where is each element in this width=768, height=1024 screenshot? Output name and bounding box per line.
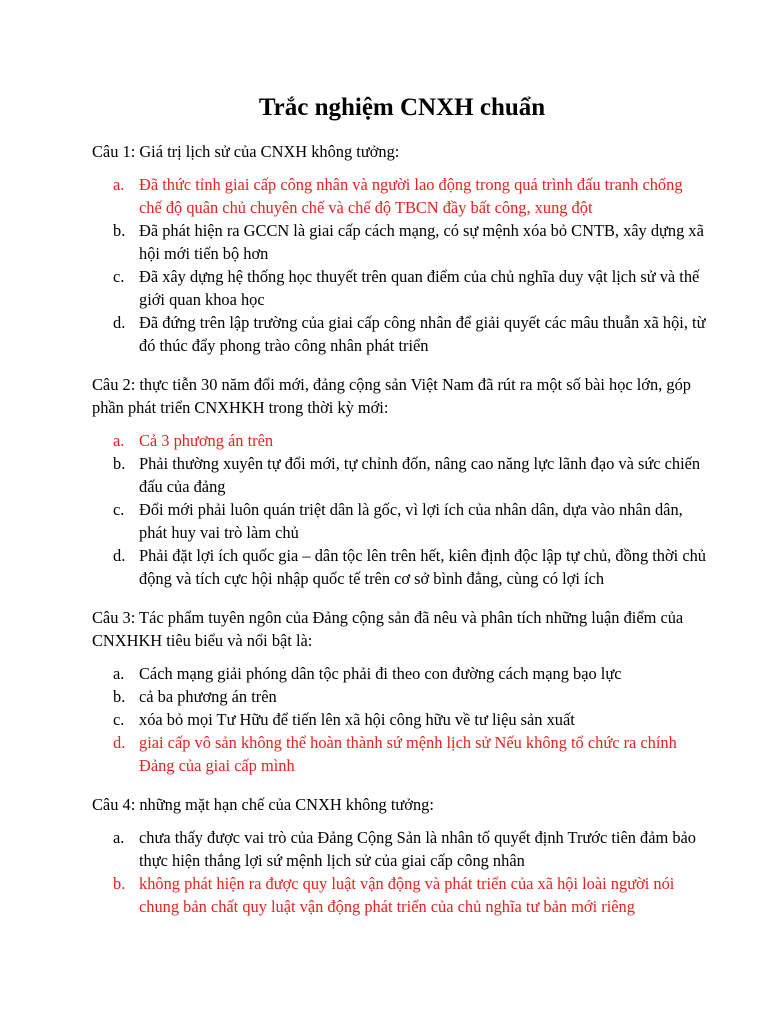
answer-option [92,452,708,498]
option-letter: b. [113,687,126,706]
answer-option-correct [92,429,708,452]
option-letter: a. [113,664,125,683]
question-4 [92,793,708,918]
option-text: Đã thức tỉnh giai cấp công nhân và người lao động trong quá trình đấu tranh chống chế độ quân chủ chuyên chế và chế độ TBCN đầy bất công, xung đột [139,175,683,217]
question-list [92,140,708,918]
option-text: cả ba phương án trên [139,687,277,706]
option-text: Đã xây dựng hệ thống học thuyết trên quan điểm của chủ nghĩa duy vật lịch sử và thế giới quan khoa học [139,267,700,309]
question-text: Câu 3: Tác phẩm tuyên ngôn của Đảng cộng sản đã nêu và phân tích những luận điểm của CNXHKH tiêu biểu và nổi bật là: [92,608,684,650]
answer-option [92,662,708,685]
option-text: chưa thấy được vai trò của Đảng Cộng Sản là nhân tố quyết định Trước tiên đảm bảo thực hiện thắng lợi sứ mệnh lịch sử của giai cấp công nhân [139,828,696,870]
answer-options [92,826,708,918]
answer-options [92,662,708,777]
answer-option [92,498,708,544]
option-text: không phát hiện ra được quy luật vận động và phát triển của xã hội loài người nói chung bản chất quy luật vận động phát triển của chủ nghĩa tư bản mới riêng [139,874,675,916]
option-letter: c. [113,500,125,519]
option-text: xóa bỏ mọi Tư Hữu để tiến lên xã hội công hữu về tư liệu sản xuất [139,710,575,729]
answer-option [92,311,708,357]
option-text: Cả 3 phương án trên [139,431,274,450]
option-letter: d. [113,733,126,752]
answer-option [92,265,708,311]
question-1 [92,140,708,357]
option-text: Đổi mới phải luôn quán triệt dân là gốc, vì lợi ích của nhân dân, dựa vào nhân dân, phát huy vai trò làm chủ [139,500,683,542]
option-text: Đã phát hiện ra GCCN là giai cấp cách mạng, có sự mệnh xóa bỏ CNTB, xây dựng xã hội mới tiến bộ hơn [139,221,704,263]
option-letter: c. [113,710,125,729]
question-text: Câu 1: Giá trị lịch sử của CNXH không tưởng: [92,142,400,161]
answer-options [92,173,708,357]
option-text: Phải đặt lợi ích quốc gia – dân tộc lên trên hết, kiên định độc lập tự chủ, đồng thời chủ động và tích cực hội nhập quốc tế trên cơ sở bình đẳng, cùng có lợi ích [139,546,706,588]
document-title: Trắc nghiệm CNXH chuẩn [258,94,546,121]
answer-option-correct [92,872,708,918]
question-text: Câu 2: thực tiễn 30 năm đổi mới, đảng cộng sản Việt Nam đã rút ra một số bài học lớn, góp phần phát triển CNXHKH trong thời kỳ mới: [92,375,691,417]
option-text: Đã đứng trên lập trường của giai cấp công nhân để giải quyết các mâu thuẫn xã hội, từ đó thúc đẩy phong trào công nhân phát triển [139,313,706,355]
option-letter: b. [113,874,126,893]
question-text: Câu 4: những mặt hạn chế của CNXH không tưởng: [92,795,434,814]
option-letter: a. [113,431,125,450]
answer-option [92,544,708,590]
option-letter: d. [113,546,126,565]
option-text: Cách mạng giải phóng dân tộc phải đi theo con đường cách mạng bạo lực [139,664,622,683]
question-2 [92,373,708,590]
option-letter: b. [113,454,126,473]
option-letter: a. [113,828,125,847]
option-letter: b. [113,221,126,240]
question-3 [92,606,708,777]
option-letter: d. [113,313,126,332]
answer-option [92,826,708,872]
answer-option [92,219,708,265]
answer-option-correct [92,731,708,777]
option-text: Phải thường xuyên tự đổi mới, tự chỉnh đốn, nâng cao năng lực lãnh đạo và sức chiến đấu của đảng [139,454,701,496]
option-letter: c. [113,267,125,286]
answer-options [92,429,708,590]
answer-option [92,685,708,708]
option-text: giai cấp vô sản không thể hoàn thành sứ mệnh lịch sử Nếu không tổ chức ra chính Đảng của giai cấp mình [139,733,677,775]
answer-option [92,708,708,731]
option-letter: a. [113,175,125,194]
answer-option-correct [92,173,708,219]
